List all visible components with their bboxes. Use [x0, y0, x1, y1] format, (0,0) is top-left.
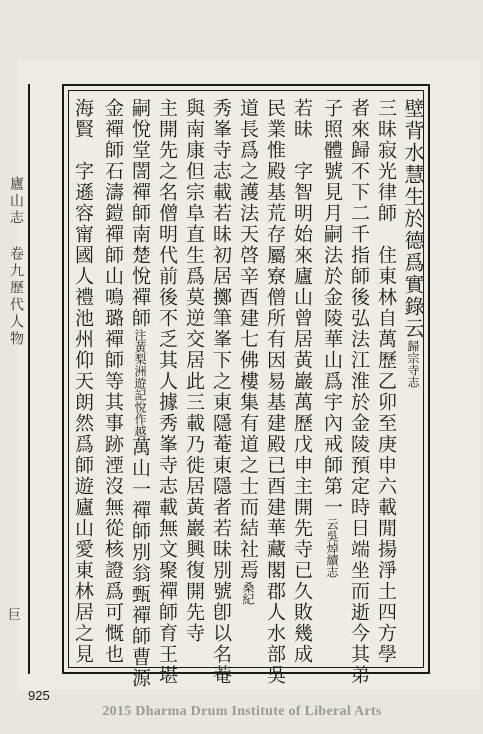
text-column-3 — [348, 98, 370, 686]
column-11-text-continued: 萬山一禪師別翁甄禪師曹源 — [129, 437, 151, 689]
column-2-text: 三昧寂光律師 住東林自萬歷乙卯至庚申六載閒揚淨土四方學 — [375, 98, 397, 665]
text-column-8 — [210, 98, 232, 686]
column-13-text: 海賢 字遜容甯國人禮池州仰天朗然爲師遊廬山愛東林居之見 — [72, 98, 94, 665]
text-column-4 — [321, 98, 343, 578]
column-4-note: 云吳焯續志 — [325, 518, 339, 578]
text-column-9 — [183, 98, 205, 644]
text-column-2 — [375, 98, 397, 665]
text-column-12 — [102, 98, 124, 665]
column-8-text: 秀峯寺志載若昧初居擲筆峯下之東隱菴東隱者若昧別號卽以名菴 — [210, 98, 232, 686]
facing-page-margin-text: 廬山志 卷九歷代人物 — [8, 176, 24, 348]
column-3-text: 者來歸不下二千指師後弘法江淮於金陵預定時日端坐而逝今其弟 — [348, 98, 370, 686]
column-1-text: 壁背水慧生於德爲實錄云 — [401, 98, 425, 340]
text-column-10 — [156, 98, 178, 686]
column-12-text: 金禪師石濤鎧禪師山鳴璐禪師等其事跡湮沒無從核證爲可慨也 — [102, 98, 124, 665]
text-column-6 — [264, 98, 286, 686]
column-11-note: 注黃梨洲遊記悅作越 — [133, 329, 147, 437]
facing-page-margin — [0, 84, 30, 674]
column-6-text: 民業惟殿基荒存屬寮僧所有因易基建殿已酉建華藏閣郡人水部吳 — [264, 98, 286, 686]
text-column-7 — [237, 98, 259, 605]
column-7-note: 桑紀 — [241, 581, 255, 605]
column-9-text: 與南康但宗阜直生爲莫逆交居此三載乃徙居黃巖興復開先寺 — [183, 98, 205, 644]
column-1-note: 歸宗寺志 — [406, 340, 420, 388]
text-column-5 — [291, 98, 313, 665]
column-4-text: 子照體號見月嗣法於金陵華山爲宇內戒師第一 — [321, 98, 343, 518]
column-10-text: 主開先之名僧明代前後不乏其人據秀峯寺志載無文聚禪師育王堪 — [156, 98, 178, 686]
page-number: 925 — [28, 688, 50, 703]
column-5-text: 若昧 字智明始來廬山曾居黃巖萬歷戊申主開先寺已久敗幾成 — [291, 98, 313, 665]
facing-page-mark: 巨 — [8, 608, 22, 623]
watermark: 2015 Dharma Drum Institute of Liberal Arts — [102, 704, 382, 719]
text-column-13 — [72, 98, 94, 665]
column-11-text: 嗣悅堂誾禪師南楚悅禪師 — [129, 98, 151, 329]
column-7-text: 道長爲之護法天啓辛酉建七佛樓集有道之士而結社焉 — [237, 98, 259, 581]
text-column-1 — [402, 98, 424, 388]
text-column-11 — [129, 98, 151, 689]
